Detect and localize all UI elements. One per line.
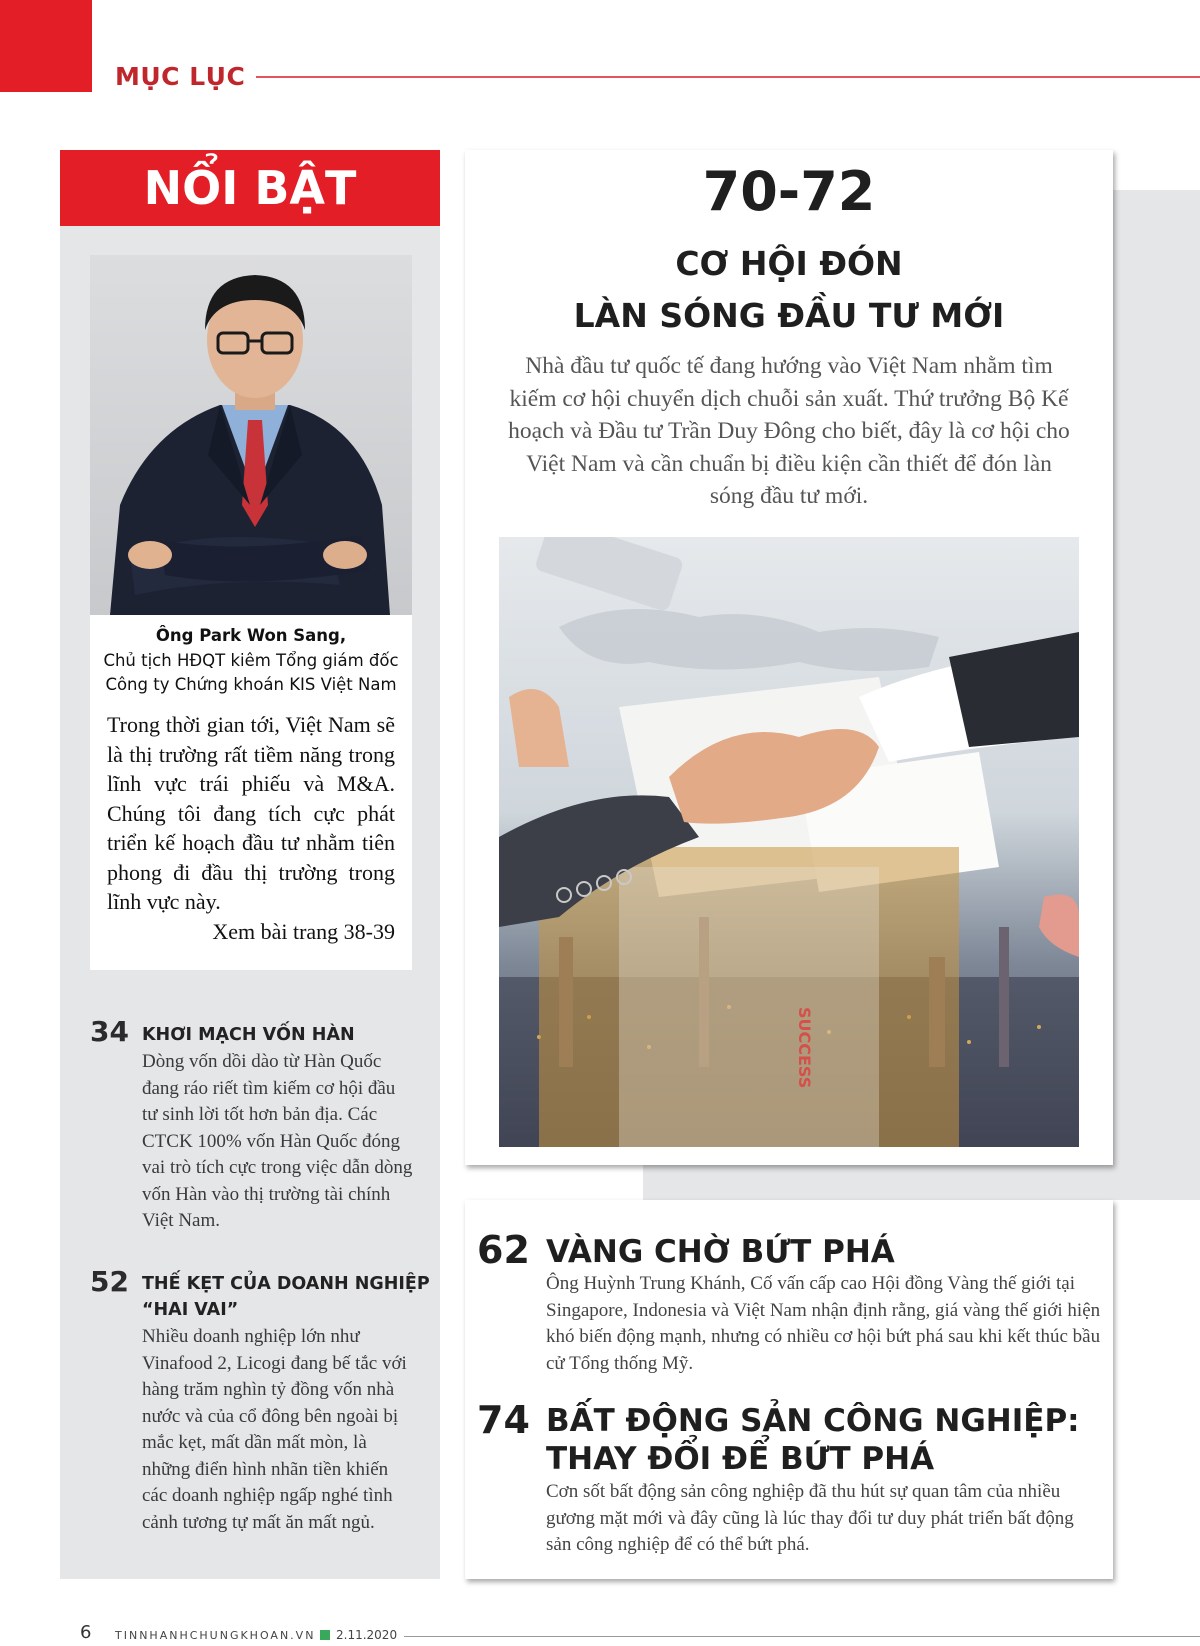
issue-marker bbox=[320, 1630, 330, 1640]
feature-title[interactable] bbox=[465, 238, 1113, 342]
story-title[interactable]: VÀNG CHỜ BỨT PHÁ bbox=[546, 1234, 895, 1270]
story-page-number: 62 bbox=[477, 1228, 530, 1272]
highlight-label: NỔI BẬT bbox=[60, 150, 440, 226]
see-more-link[interactable]: Xem bài trang 38-39 bbox=[212, 918, 395, 944]
portrait-photo bbox=[90, 255, 412, 615]
quote-text bbox=[107, 710, 395, 946]
feature-title-line2: LÀN SÓNG ĐẦU TƯ MỚI bbox=[573, 296, 1005, 335]
quote-body: Trong thời gian tới, Việt Nam sẽ là thị trường rất tiềm năng trong lĩnh vực trái phiếu và M&A. Chúng tôi đang tích cực phát triển kế hoạch đầu tư nhằm tiên phong đi đầu thị trường trong lĩnh vực này. bbox=[107, 712, 395, 914]
portrait-illustration bbox=[90, 255, 412, 615]
feature-page-number: 70-72 bbox=[702, 160, 876, 223]
brand-corner-block bbox=[0, 0, 92, 92]
handshake-illustration bbox=[499, 537, 1079, 1147]
person-name: Ông Park Won Sang, bbox=[155, 626, 347, 645]
story-page-number: 34 bbox=[90, 1015, 129, 1048]
footer-rule bbox=[404, 1636, 1200, 1637]
story-title-line1[interactable]: BẤT ĐỘNG SẢN CÔNG NGHIỆP: bbox=[546, 1403, 1080, 1439]
story-title-line1[interactable]: THẾ KẸT CỦA DOANH NGHIỆP bbox=[142, 1274, 430, 1294]
story-title[interactable]: KHƠI MẠCH VỐN HÀN bbox=[142, 1025, 355, 1045]
page-number: 6 bbox=[80, 1622, 92, 1643]
story-body: Cơn sốt bất động sản công nghiệp đã thu hút sự quan tâm của nhiều gương mặt mới và đây cũng là lúc thay đổi tư duy phát triển bất động sản công nghiệp để có thể bứt phá. bbox=[546, 1481, 1074, 1555]
site-name[interactable]: TINNHANHCHUNGKHOAN.VN bbox=[115, 1629, 316, 1642]
story-title-line2[interactable]: “HAI VAI” bbox=[142, 1300, 239, 1320]
handshake-photo bbox=[499, 537, 1079, 1147]
story-body: Nhiều doanh nghiệp lớn như Vinafood 2, Licogi đang bế tắc với hàng trăm nghìn tỷ đồng vốn nhà nước và của cổ đông bên ngoài bị mắc kẹt, mất dần mất mòn, là những điển hình nhãn tiền khiến các doanh nghiệp ngấp nghé tình cảnh tương tự mất ăn mất ngủ. bbox=[142, 1326, 407, 1533]
feature-title-line1: CƠ HỘI ĐÓN bbox=[675, 244, 903, 283]
story-page-number: 74 bbox=[477, 1398, 530, 1442]
story-body: Dòng vốn dồi dào từ Hàn Quốc đang ráo riết tìm kiếm cơ hội đầu tư sinh lời tốt hơn bản địa. Các CTCK 100% vốn Hàn Quốc đóng vai trò tích cực trong việc dẫn dòng vốn Hàn vào thị trường tài chính Việt Nam. bbox=[142, 1051, 413, 1231]
issue-date: 2.11.2020 bbox=[336, 1628, 398, 1642]
success-watermark: SUCCESS bbox=[795, 1007, 814, 1089]
feature-description: Nhà đầu tư quốc tế đang hướng vào Việt Nam nhằm tìm kiếm cơ hội chuyển dịch chuỗi sản xuất. Thứ trưởng Bộ Kế hoạch và Đầu tư Trần Duy Đông cho biết, đây là cơ hội cho Việt Nam và cần chuẩn bị điều kiện cần thiết để đón làn sóng đầu tư mới. bbox=[508, 353, 1070, 509]
story-page-number: 52 bbox=[90, 1265, 129, 1298]
header-rule bbox=[256, 76, 1200, 78]
story-title-line2[interactable]: THAY ĐỔI ĐỂ BỨT PHÁ bbox=[546, 1441, 935, 1477]
story-body: Ông Huỳnh Trung Khánh, Cố vấn cấp cao Hội đồng Vàng thế giới tại Singapore, Indonesia và Việt Nam nhận định rằng, giá vàng thế giới hiện khó biến động mạnh, nhưng có nhiều cơ hội bứt phá sau khi kết thúc bầu cử Tổng thống Mỹ. bbox=[546, 1273, 1101, 1374]
person-role-line1: Chủ tịch HĐQT kiêm Tổng giám đốc bbox=[103, 651, 399, 670]
section-title: MỤC LỤC bbox=[115, 62, 246, 91]
person-role-line2: Công ty Chứng khoán KIS Việt Nam bbox=[105, 675, 397, 694]
